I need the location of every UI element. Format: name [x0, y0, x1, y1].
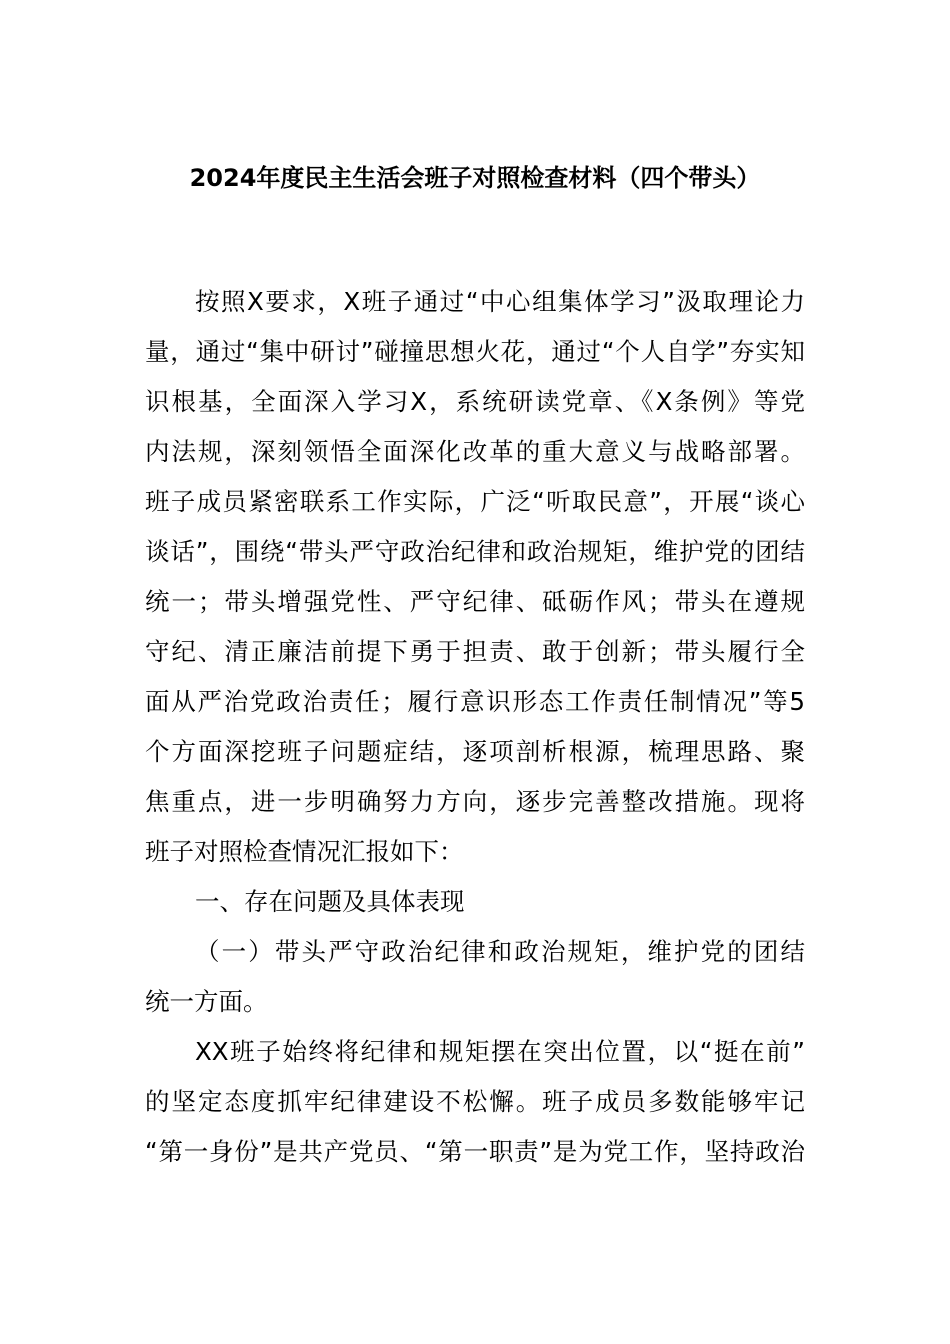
paragraph-line: 统一；带头增强党性、严守纪律、砥砺作风；带头在遵规 [145, 587, 805, 616]
paragraph-line: XX班子始终将纪律和规矩摆在突出位置，以“挺在前” [195, 1037, 805, 1066]
paragraph-line: 谈话”，围绕“带头严守政治纪律和政治规矩，维护党的团结 [145, 537, 805, 566]
paragraph-line: 班子成员紧密联系工作实际，广泛“听取民意”，开展“谈心 [145, 487, 805, 516]
subsection-heading: 统一方面。 [145, 987, 268, 1016]
paragraph-line: 守纪、清正廉洁前提下勇于担责、敢于创新；带头履行全 [145, 637, 805, 666]
paragraph-line: 识根基，全面深入学习X，系统研读党章、《X条例》等党 [145, 387, 805, 416]
paragraph-line: 按照X要求，X班子通过“中心组集体学习”汲取理论力 [195, 287, 805, 316]
paragraph-line: 的坚定态度抓牢纪律建设不松懈。班子成员多数能够牢记 [145, 1087, 805, 1116]
paragraph-line: 量，通过“集中研讨”碰撞思想火花，通过“个人自学”夯实知 [145, 337, 805, 366]
paragraph-line: 内法规，深刻领悟全面深化改革的重大意义与战略部署。 [145, 437, 805, 466]
paragraph-line: 焦重点，进一步明确努力方向，逐步完善整改措施。现将 [145, 787, 805, 816]
section-heading: 一、存在问题及具体表现 [195, 887, 465, 916]
subsection-heading: （一）带头严守政治纪律和政治规矩，维护党的团结 [195, 937, 805, 966]
document-title: 2024年度民主生活会班子对照检查材料（四个带头） [189, 164, 761, 192]
paragraph-line: 班子对照检查情况汇报如下： [145, 837, 464, 866]
paragraph-line: “第一身份”是共产党员、“第一职责”是为党工作，坚持政治 [145, 1137, 805, 1166]
paragraph-line: 个方面深挖班子问题症结，逐项剖析根源，梳理思路、聚 [145, 737, 805, 766]
paragraph-line: 面从严治党政治责任；履行意识形态工作责任制情况”等5 [145, 687, 805, 716]
